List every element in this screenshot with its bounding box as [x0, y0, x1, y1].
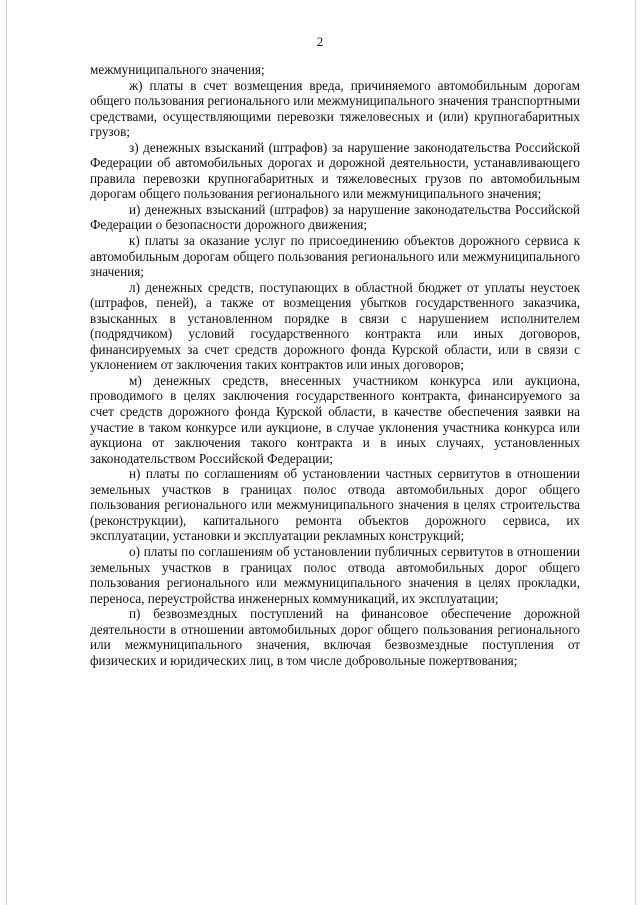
paragraph-item-z: з) денежных взысканий (штрафов) за нарушение законодательства Российской Федерации об автомобильных дорогах и дорожной деятельности, устанавливающего правила перевозки крупногабаритных и тяжеловесных грузов по автомобильным дорогам общего пользования регионального или межмуниципального значения; [90, 139, 580, 202]
scan-edge-right [635, 0, 636, 905]
paragraph-item-o: о) платы по соглашениям об установлении публичных сервитутов в отношении земельных участков в границах полос отвода автомобильных дорог общего пользования регионального или межмуниципального значения в целях прокладки, переноса, переустройства инженерных коммуникаций, их эксплуатации; [90, 543, 580, 606]
paragraph-item-k: к) платы за оказание услуг по присоединению объектов дорожного сервиса к автомобильным дорогам общего пользования регионального или межмуниципального значения; [90, 233, 580, 280]
paragraph-item-zh: ж) платы в счет возмещения вреда, причиняемого автомобильным дорогам общего пользования регионального или межмуниципального значения транспортными средствами, осуществляющими перевозки тяжеловесных и (или) крупногабаритных грузов; [90, 77, 580, 140]
paragraph-continuation: межмуниципального значения; [90, 62, 265, 77]
page-number: 2 [316, 34, 324, 49]
paragraph-item-p: п) безвозмездных поступлений на финансовое обеспечение дорожной деятельности в отношении автомобильных дорог общего пользования регионального или межмуниципального значения, включая безвозмездные поступления от физических и юридических лиц, в том числе добровольные пожертвования; [90, 606, 580, 668]
paragraph-item-l: л) денежных средств, поступающих в областной бюджет от уплаты неустоек (штрафов, пеней), а также от возмещения убытков государственного заказчика, взысканных в установленном порядке в связи с нарушением исполнителем (подрядчиком) условий государственного контракта или иных договоров, финансируемых за счет средств дорожного фонда Курской области, или в связи с уклонением от заключения таких контрактов или иных договоров; [90, 279, 580, 373]
paragraph-item-m: м) денежных средств, внесенных участником конкурса или аукциона, проводимого в целях заключения государственного контракта, финансируемого за счет средств дорожного фонда Курской области, в качестве обеспечения заявки на участие в таком конкурсе или аукционе, в случае уклонения участника конкурса или аукциона от заключения такого контракта и в иных случаях, установленных законодательством Российской Федерации; [90, 372, 580, 466]
document-body [90, 62, 580, 668]
paragraph-item-n: н) платы по соглашениям об установлении частных сервитутов в отношении земельных участков в границах полос отвода автомобильных дорог общего пользования регионального или межмуниципального значения в целях строительства (реконструкции), капитального ремонта объектов дорожного сервиса, их эксплуатации, установки и эксплуатации рекламных конструкций; [90, 466, 580, 544]
scan-edge-left [6, 0, 7, 905]
paragraph-item-i: и) денежных взысканий (штрафов) за нарушение законодательства Российской Федерации о безопасности дорожного движения; [90, 201, 580, 233]
